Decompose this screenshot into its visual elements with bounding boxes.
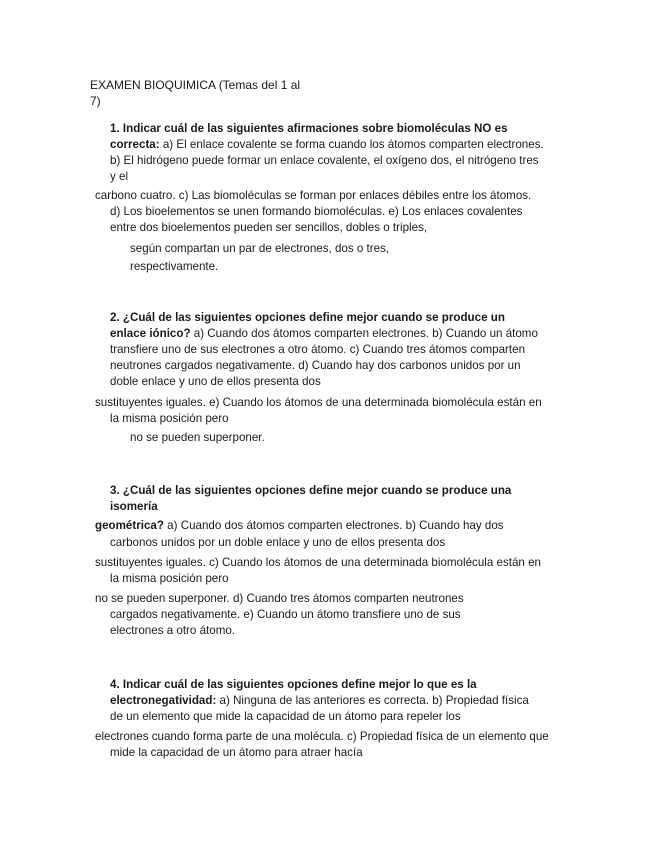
question-line: doble enlace y uno de ellos presenta dos [110, 375, 321, 388]
question-line: la misma posición pero [110, 412, 229, 425]
question-line: isomería [110, 500, 158, 513]
question-line: 2. ¿Cuál de las siguientes opciones define mejor cuando se produce un [110, 311, 505, 324]
question-line: b) El hidrógeno puede formar un enlace covalente, el oxígeno dos, el nitrógeno tres [110, 154, 539, 167]
question-line: 3. ¿Cuál de las siguientes opciones define mejor cuando se produce una [110, 484, 512, 497]
question-line: mide la capacidad de un átomo para atraer hacía [110, 746, 363, 759]
question-line: respectivamente. [130, 260, 219, 273]
question-line: electrones cuando forma parte de una molécula. c) Propiedad física de un elemento que [95, 730, 549, 743]
question-line: de un elemento que mide la capacidad de un átomo para repeler los [110, 710, 461, 723]
exam-title-cont: 7) [90, 94, 101, 108]
question-line: sustituyentes iguales. c) Cuando los átomos de una determinada biomolécula están en [95, 556, 541, 569]
question-line: correcta: a) El enlace covalente se forma cuando los átomos comparten electrones. [110, 138, 544, 151]
question-line: 1. Indicar cuál de las siguientes afirmaciones sobre biomoléculas NO es [110, 122, 508, 135]
question-line: sustituyentes iguales. e) Cuando los átomos de una determinada biomolécula están en [95, 396, 542, 409]
question-line: y el [110, 170, 129, 183]
exam-title: EXAMEN BIOQUIMICA (Temas del 1 al [90, 78, 301, 92]
question-line: la misma posición pero [110, 572, 229, 585]
question-line: neutrones cargados negativamente. d) Cuando hay dos carbonos unidos por un [110, 359, 521, 372]
question-line: carbonos unidos por un doble enlace y uno de ellos presenta dos [110, 536, 446, 549]
question-line: d) Los bioelementos se unen formando biomoléculas. e) Los enlaces covalentes [110, 205, 523, 218]
question-line: no se pueden superponer. d) Cuando tres átomos comparten neutrones [95, 592, 464, 605]
question-line: geométrica? a) Cuando dos átomos comparten electrones. b) Cuando hay dos [95, 519, 504, 532]
question-line: 4. Indicar cuál de las siguientes opciones define mejor lo que es la [110, 678, 477, 691]
question-line: transfiere uno de sus electrones a otro átomo. c) Cuando tres átomos comparten [110, 343, 526, 356]
question-line: enlace iónico? a) Cuando dos átomos comparten electrones. b) Cuando un átomo [110, 327, 538, 340]
question-line: electrones a otro átomo. [110, 624, 236, 637]
question-line: carbono cuatro. c) Las biomoléculas se forman por enlaces débiles entre los átomos. [95, 189, 532, 202]
question-line: cargados negativamente. e) Cuando un átomo transfiere uno de sus [110, 608, 461, 621]
question-line: no se pueden superponer. [130, 431, 265, 444]
question-line: electronegatividad: a) Ninguna de las anteriores es correcta. b) Propiedad física [110, 694, 529, 707]
question-line: según compartan un par de electrones, dos o tres, [130, 242, 390, 255]
question-line: entre dos bioelementos pueden ser sencillos, dobles o triples, [110, 221, 428, 234]
